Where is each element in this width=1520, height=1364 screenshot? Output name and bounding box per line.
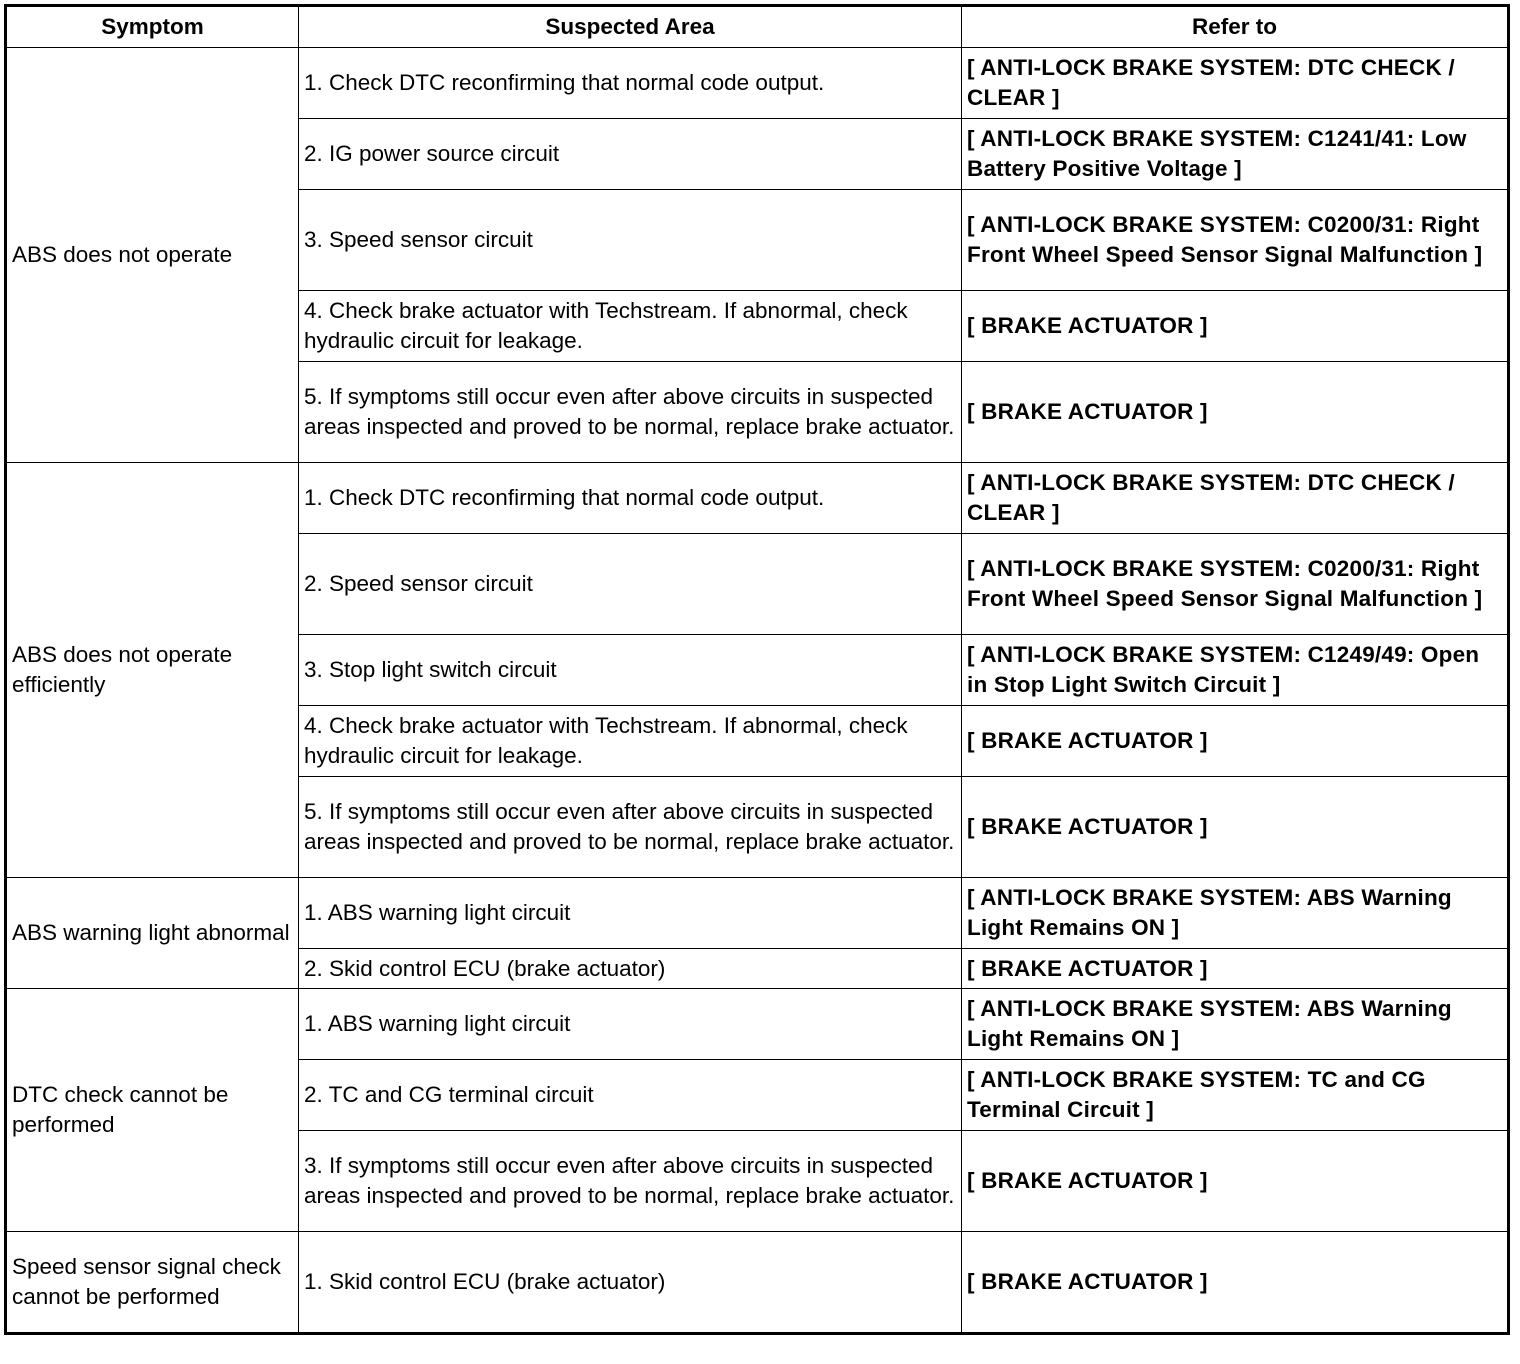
refer-to-link[interactable]: [ ANTI-LOCK BRAKE SYSTEM: ABS Warning Light Remains ON ] bbox=[962, 989, 1508, 1060]
refer-to-link[interactable]: [ BRAKE ACTUATOR ] bbox=[962, 949, 1508, 989]
suspected-area-cell: 2. TC and CG terminal circuit bbox=[299, 1060, 962, 1131]
refer-to-link[interactable]: [ BRAKE ACTUATOR ] bbox=[962, 706, 1508, 777]
table-row bbox=[7, 1232, 1508, 1333]
suspected-area-cell: 4. Check brake actuator with Techstream. If abnormal, check hydraulic circuit for leakage. bbox=[299, 291, 962, 362]
symptom-cell: ABS does not operate efficiently bbox=[7, 463, 299, 878]
suspected-area-cell: 3. If symptoms still occur even after above circuits in suspected areas inspected and proved to be normal, replace brake actuator. bbox=[299, 1131, 962, 1232]
symptom-table bbox=[6, 6, 1508, 1333]
refer-to-link[interactable]: [ ANTI-LOCK BRAKE SYSTEM: C0200/31: Right Front Wheel Speed Sensor Signal Malfunction ] bbox=[962, 190, 1508, 291]
header-symptom: Symptom bbox=[7, 7, 299, 48]
suspected-area-cell: 2. Speed sensor circuit bbox=[299, 534, 962, 635]
suspected-area-cell: 1. ABS warning light circuit bbox=[299, 989, 962, 1060]
refer-to-link[interactable]: [ ANTI-LOCK BRAKE SYSTEM: DTC CHECK / CLEAR ] bbox=[962, 463, 1508, 534]
symptom-cell: DTC check cannot be performed bbox=[7, 989, 299, 1232]
refer-to-link[interactable]: [ ANTI-LOCK BRAKE SYSTEM: C1241/41: Low Battery Positive Voltage ] bbox=[962, 119, 1508, 190]
suspected-area-cell: 1. Check DTC reconfirming that normal code output. bbox=[299, 463, 962, 534]
suspected-area-cell: 1. Check DTC reconfirming that normal code output. bbox=[299, 48, 962, 119]
table-row bbox=[7, 989, 1508, 1060]
symptom-cell: ABS does not operate bbox=[7, 48, 299, 463]
suspected-area-cell: 1. Skid control ECU (brake actuator) bbox=[299, 1232, 962, 1333]
refer-to-link[interactable]: [ BRAKE ACTUATOR ] bbox=[962, 1232, 1508, 1333]
refer-to-link[interactable]: [ BRAKE ACTUATOR ] bbox=[962, 777, 1508, 878]
refer-to-link[interactable]: [ ANTI-LOCK BRAKE SYSTEM: C1249/49: Open in Stop Light Switch Circuit ] bbox=[962, 635, 1508, 706]
table-body bbox=[7, 48, 1508, 1333]
table-header bbox=[7, 7, 1508, 48]
table-row bbox=[7, 48, 1508, 119]
refer-to-link[interactable]: [ BRAKE ACTUATOR ] bbox=[962, 291, 1508, 362]
refer-to-link[interactable]: [ BRAKE ACTUATOR ] bbox=[962, 362, 1508, 463]
suspected-area-cell: 3. Stop light switch circuit bbox=[299, 635, 962, 706]
header-row bbox=[7, 7, 1508, 48]
refer-to-link[interactable]: [ ANTI-LOCK BRAKE SYSTEM: ABS Warning Light Remains ON ] bbox=[962, 878, 1508, 949]
suspected-area-cell: 3. Speed sensor circuit bbox=[299, 190, 962, 291]
suspected-area-cell: 5. If symptoms still occur even after above circuits in suspected areas inspected and proved to be normal, replace brake actuator. bbox=[299, 777, 962, 878]
table-row bbox=[7, 463, 1508, 534]
refer-to-link[interactable]: [ ANTI-LOCK BRAKE SYSTEM: C0200/31: Right Front Wheel Speed Sensor Signal Malfunction ] bbox=[962, 534, 1508, 635]
suspected-area-cell: 1. ABS warning light circuit bbox=[299, 878, 962, 949]
table-row bbox=[7, 878, 1508, 949]
header-refer-to: Refer to bbox=[962, 7, 1508, 48]
header-suspected-area: Suspected Area bbox=[299, 7, 962, 48]
symptom-cell: ABS warning light abnormal bbox=[7, 878, 299, 989]
suspected-area-cell: 2. Skid control ECU (brake actuator) bbox=[299, 949, 962, 989]
suspected-area-cell: 5. If symptoms still occur even after above circuits in suspected areas inspected and proved to be normal, replace brake actuator. bbox=[299, 362, 962, 463]
suspected-area-cell: 4. Check brake actuator with Techstream. If abnormal, check hydraulic circuit for leakage. bbox=[299, 706, 962, 777]
refer-to-link[interactable]: [ ANTI-LOCK BRAKE SYSTEM: DTC CHECK / CLEAR ] bbox=[962, 48, 1508, 119]
symptom-cell: Speed sensor signal check cannot be performed bbox=[7, 1232, 299, 1333]
refer-to-link[interactable]: [ BRAKE ACTUATOR ] bbox=[962, 1131, 1508, 1232]
suspected-area-cell: 2. IG power source circuit bbox=[299, 119, 962, 190]
refer-to-link[interactable]: [ ANTI-LOCK BRAKE SYSTEM: TC and CG Terminal Circuit ] bbox=[962, 1060, 1508, 1131]
